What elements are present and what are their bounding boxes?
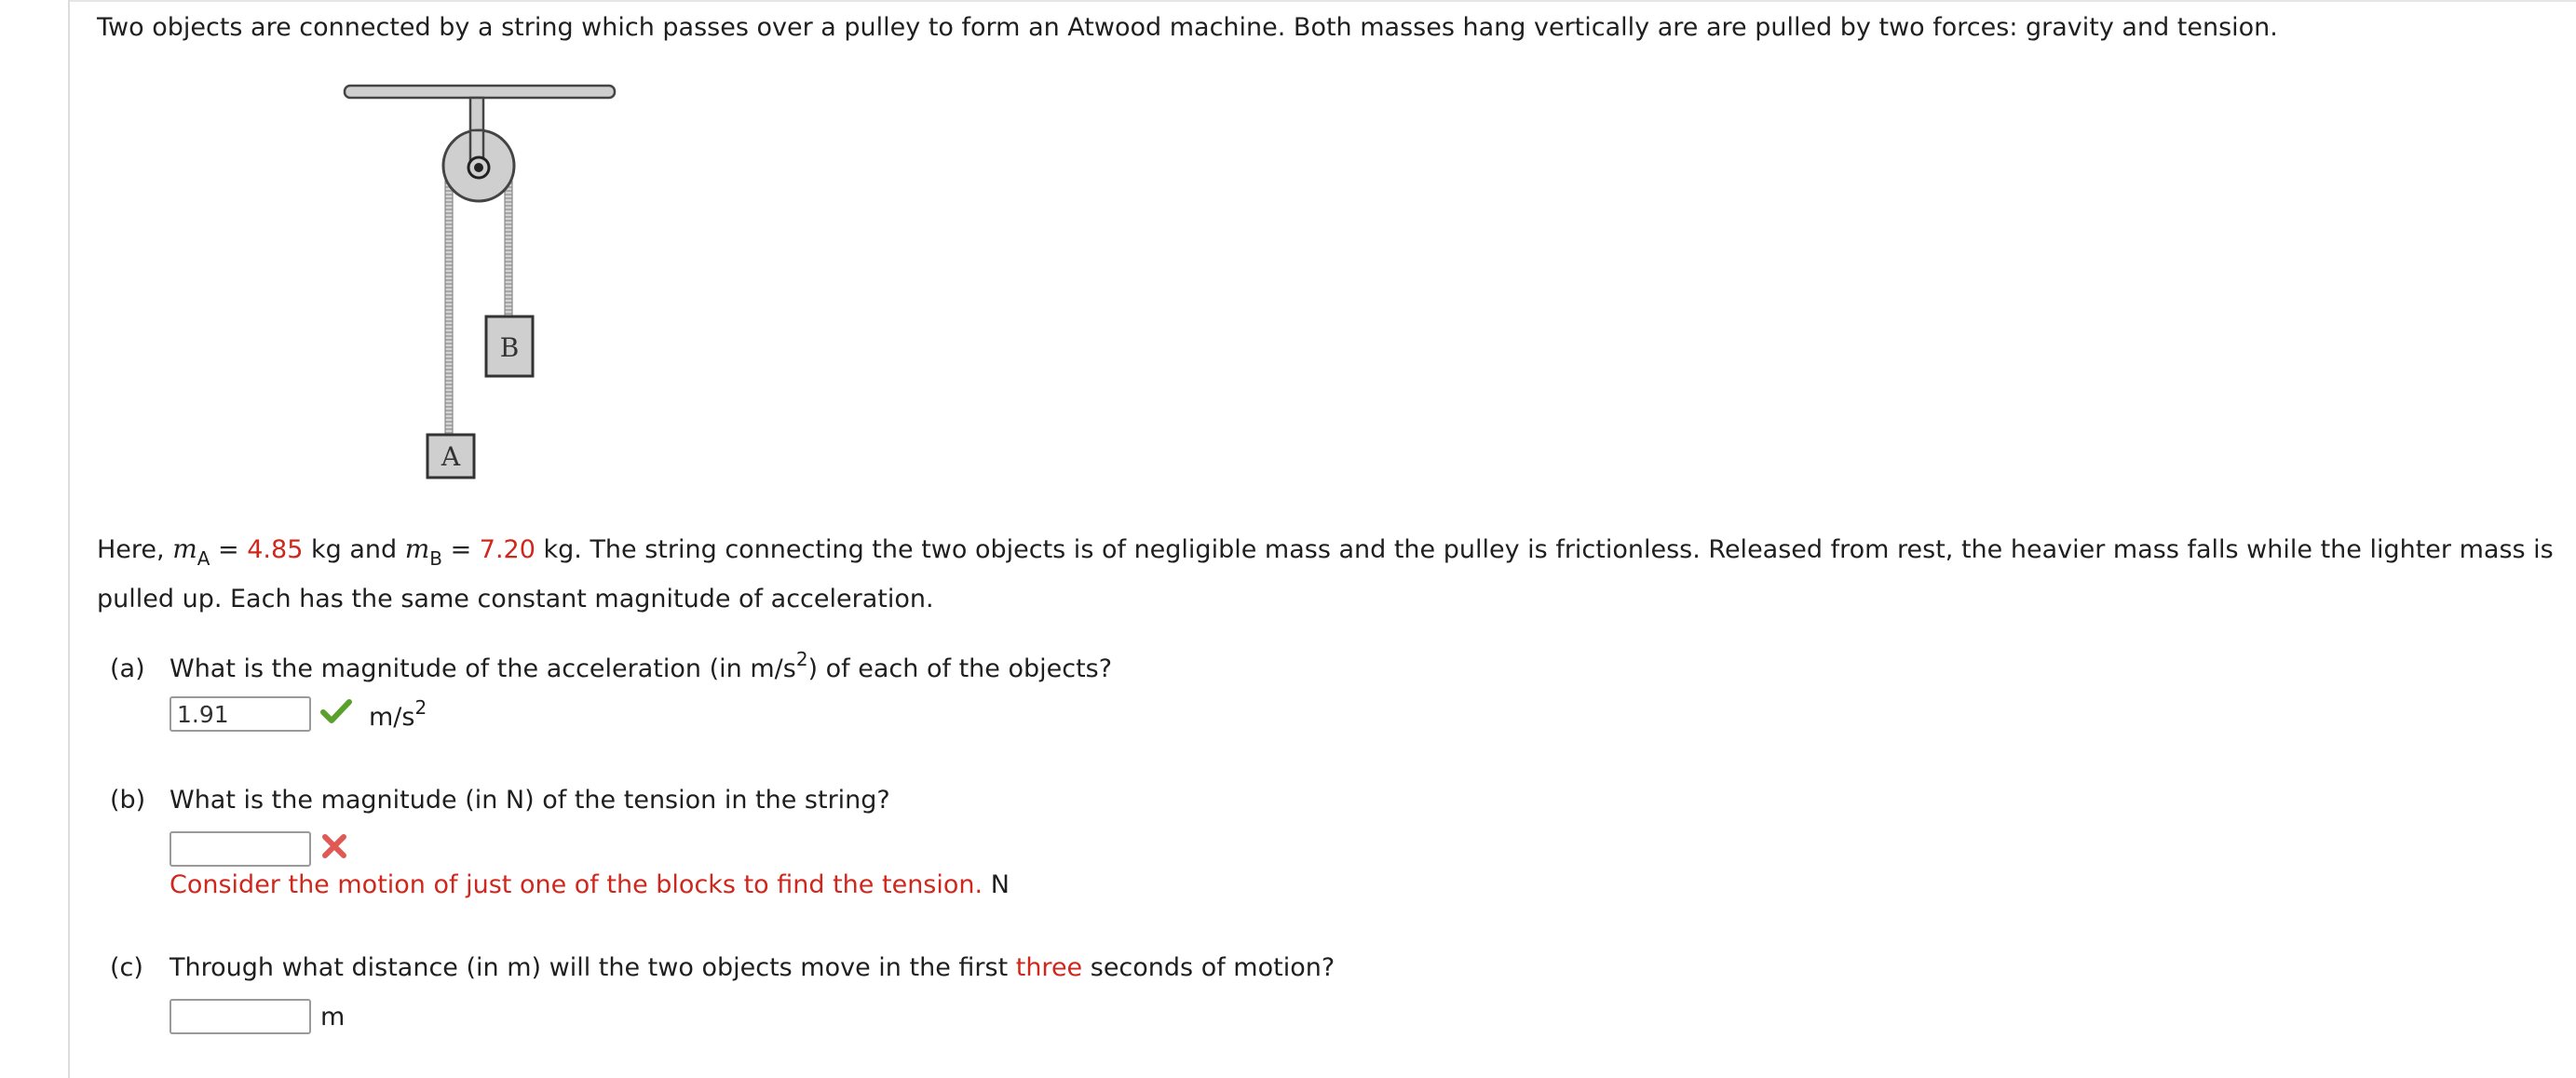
given-values: Here, $m_A = 4.85$ kg and $m_B = 7.20$ kg. The string connecting the two objects is of negligible mass and the pulley is frictionless. Released from rest, the heavier mass falls while the lighter mass is pulled up. Each has the same constant magnitude of acceleration. [97, 533, 2554, 613]
question-intro: Two objects are connected by a string which passes over a pulley to form an Atwood machine. Both masses hang vertically are are pulled by two forces: gravity and tension. [97, 13, 2278, 42]
part-a-answer-input[interactable] [169, 696, 311, 732]
cross-icon [320, 832, 348, 867]
part-b-unit: N [990, 870, 1010, 899]
part-c-question: (c) Through what distance (in m) will the two objects move in the first three seconds of motion? [110, 953, 1335, 982]
part-b-answer-input[interactable] [169, 831, 311, 867]
part-b-answer-row [169, 829, 348, 869]
rope-a [445, 164, 453, 435]
part-c-answer-row [169, 996, 345, 1037]
mass-b-value: 7.20 [479, 535, 536, 564]
part-a-answer-row [169, 694, 427, 734]
part-a-unit: $m/s^2$ [369, 696, 427, 732]
top-border [70, 0, 2576, 2]
atwood-machine-figure [237, 73, 628, 501]
left-border [68, 0, 70, 1078]
mass-b-symbol: m [404, 533, 430, 564]
part-c-unit: m [320, 1002, 346, 1031]
part-b-hint: Consider the motion of just one of the blocks to find the tension. [169, 870, 983, 899]
checkmark-icon [320, 698, 352, 731]
mass-a-value: 4.85 [247, 535, 304, 564]
block-a-label: A [441, 441, 461, 472]
part-b-feedback [169, 867, 1010, 904]
mass-a-symbol: m [172, 533, 197, 564]
part-c-answer-input[interactable] [169, 999, 311, 1034]
part-a-question: (a) What is the magnitude of the acceleration (in $m/s^2$) of each of the objects? [110, 648, 1113, 683]
part-b-question: (b) What is the magnitude (in N) of the tension in the string? [110, 786, 890, 815]
ceiling-bar [345, 86, 615, 98]
block-b-label: B [499, 332, 520, 363]
part-c-highlight: three [1015, 953, 1083, 982]
